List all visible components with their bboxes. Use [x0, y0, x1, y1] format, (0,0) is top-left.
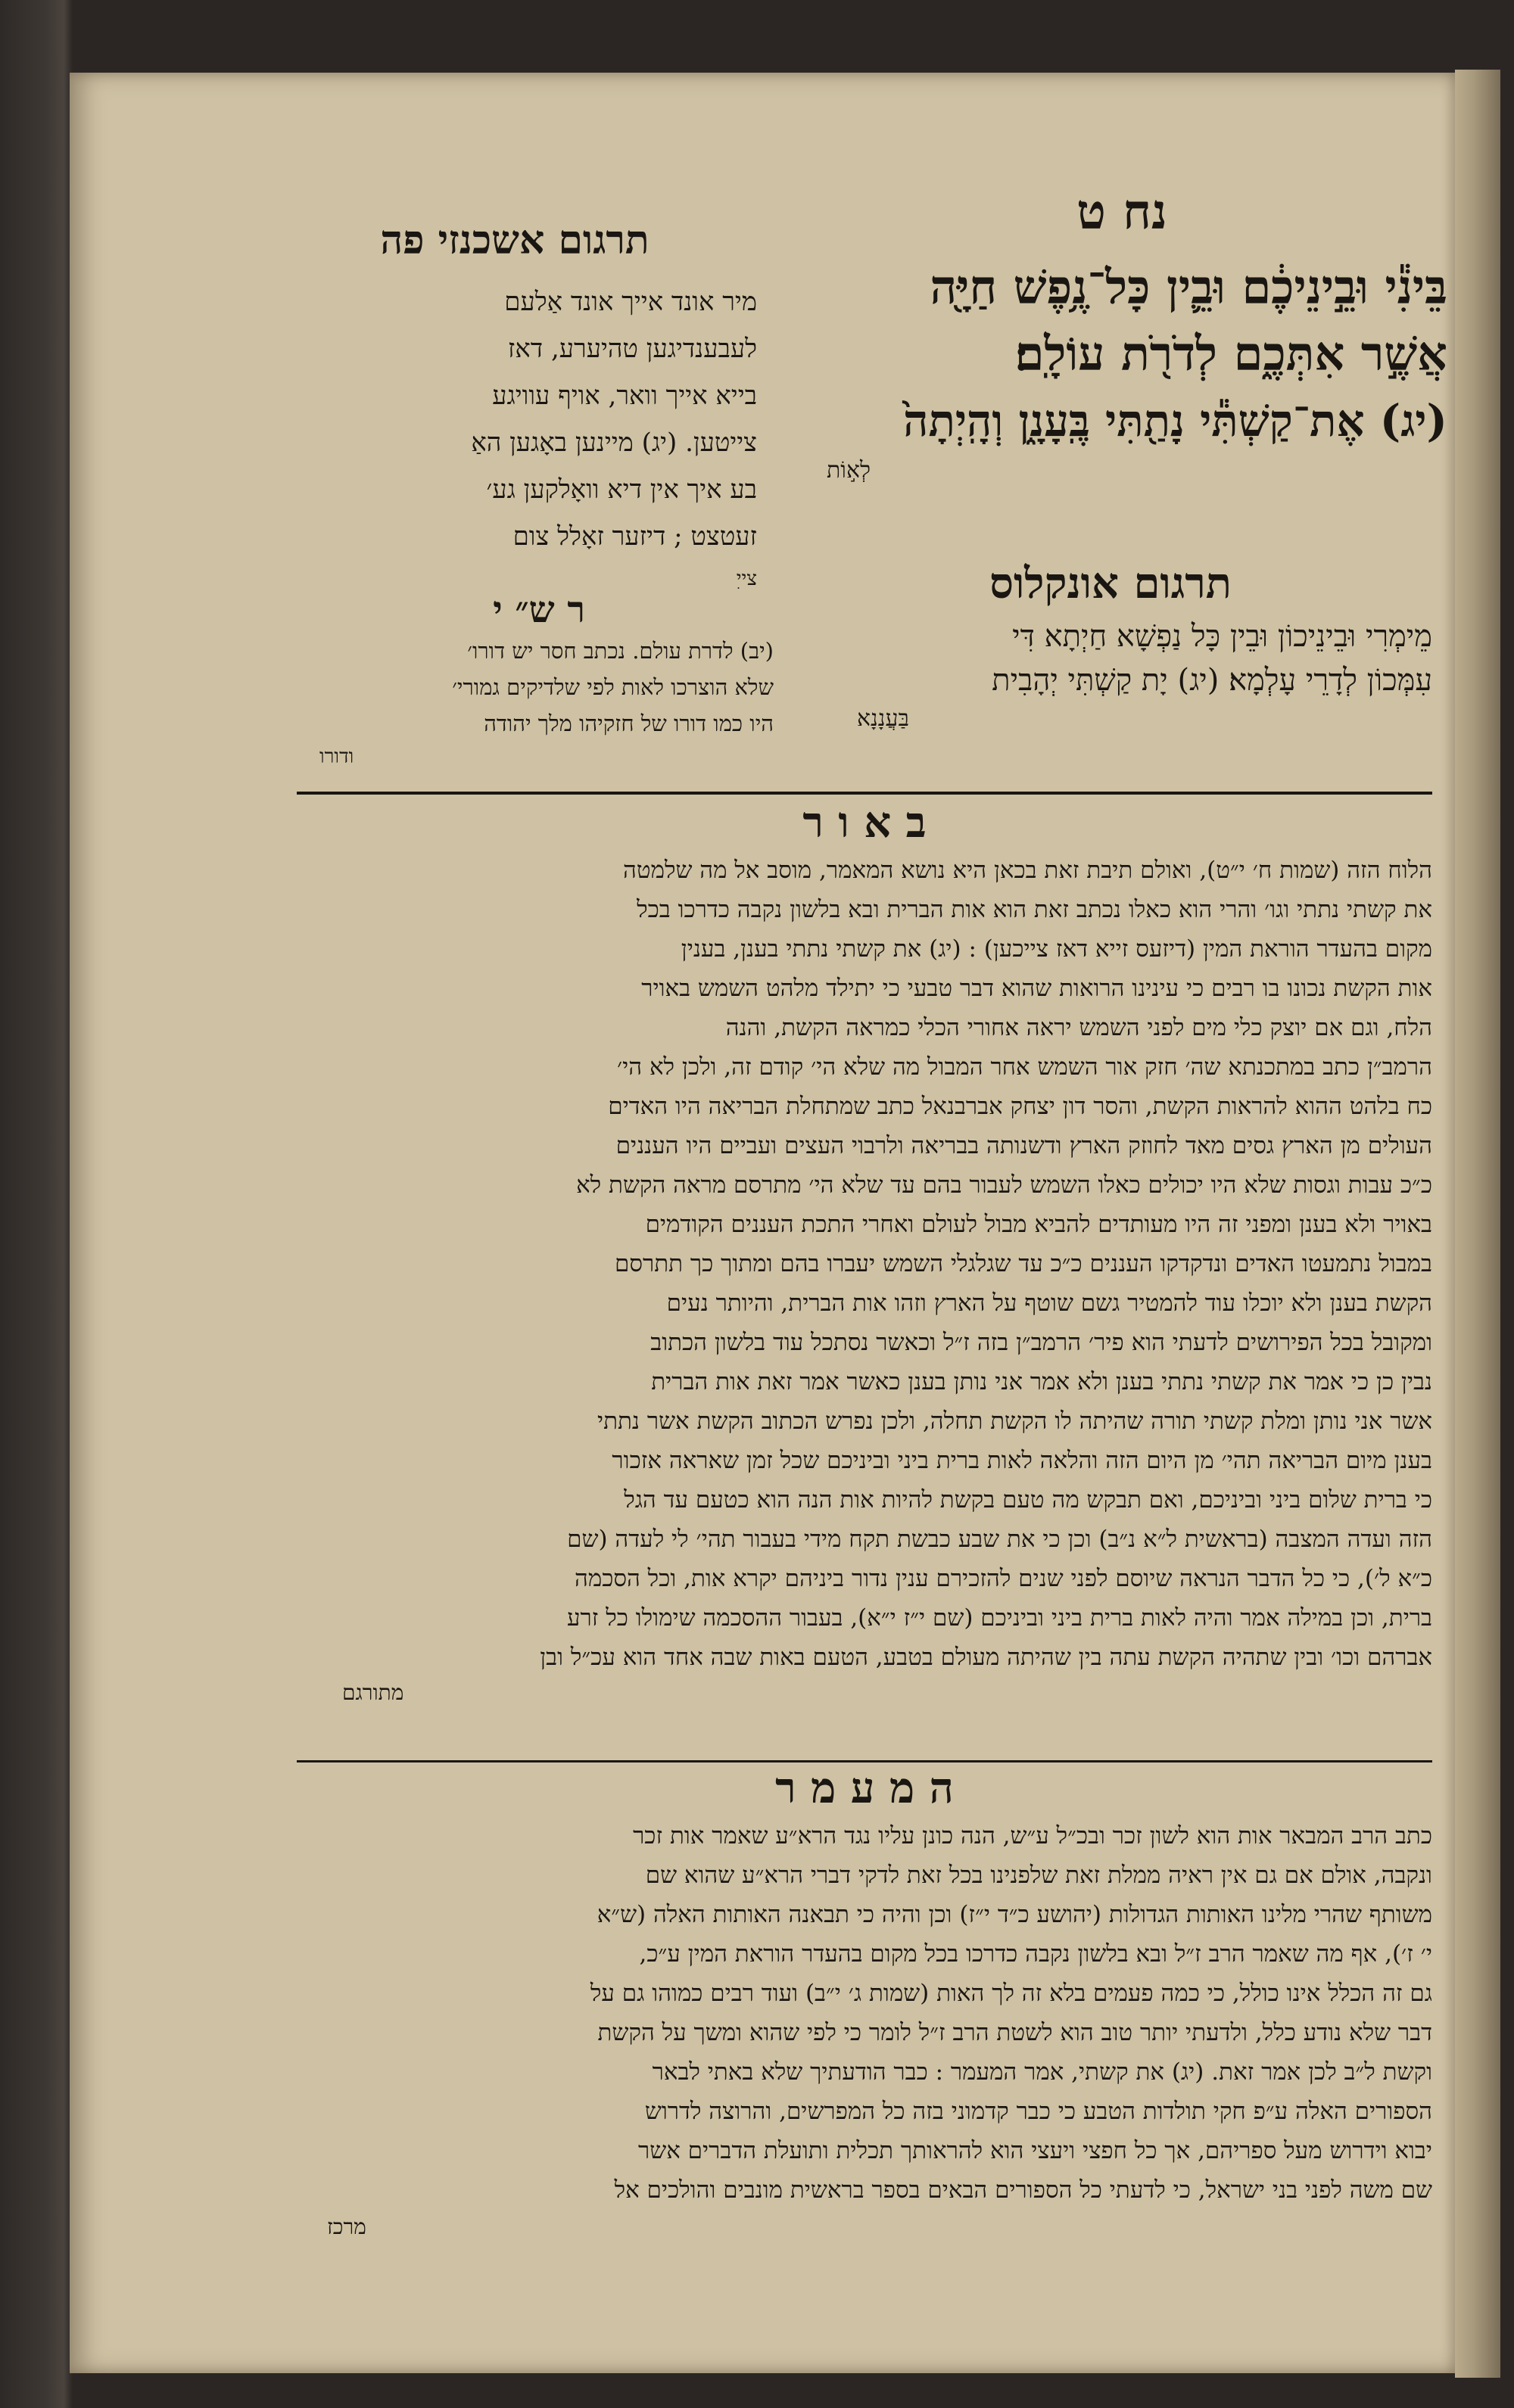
hameamer-title: ה מ ע מ ר — [775, 1763, 954, 1813]
text-line: הספורים האלה ע״פ חקי תולדות הטבע כי כבר קדמוני בזה כל המפרשים, והרוצה לדרוש — [644, 2098, 1432, 2125]
text-line: את קשתי נתתי וגו׳ והרי הוא כאלו נכתב זאת הוא אות הברית ובא בלשון נקבה כדרכו בכל — [637, 896, 1432, 923]
text-line: הזה ועדה המצבה (בראשית ל״א נ״ב) וכן כי את שבע כבשת תקח מידי בעבור תהי׳ לי לעדה (שם — [567, 1526, 1432, 1553]
text-line: כי ברית שלום ביני וביניכם, ואם תבקש מה טעם בקשת להיות אות הנה הוא כטעם עד הגל — [624, 1486, 1432, 1514]
text-line: הקשת בענן ולא יוכלו עוד להמטיר גשם שוטף על הארץ וזהו אות הברית, והיותר נעים — [666, 1290, 1432, 1317]
catchword: מתורגם — [342, 1680, 404, 1705]
section-rule — [297, 1760, 1432, 1762]
rashi-title: ר ש״ י — [493, 589, 585, 631]
text-line: הלח, וגם אם יוצק כלי מים לפני השמש יראה אחורי הכלי כמראה הקשת, והנה — [725, 1014, 1432, 1041]
section-rule — [297, 792, 1432, 795]
torah-line: אֲשֶׁ֣ר אִתְּכֶ֑ם לְדֹרֹ֖ת עוֹלָֽם׃ — [1014, 326, 1447, 381]
next-page-edge — [1455, 70, 1500, 2378]
text-line: הלוח הזה (שמות ח׳ י״ט), ואולם תיבת זאת בכאן היא נושא המאמר, מוסב אל מה שלמטה — [623, 857, 1432, 884]
catchword: צייׅ — [736, 568, 757, 590]
text-line: מקום בהעדר הוראת המין (דיזעס זייא דאז צייכען) : (יג) את קשתי נתתי בענן, בענין — [681, 935, 1432, 963]
torah-line: בֵּינִ֕י וּבֵ֣ינֵיכֶ֔ם וּבֵ֛ין כָּל־נֶ֥פֶשׁ חַיָּ֖ה — [930, 260, 1447, 315]
text-line: (יב) לדרת עולם. נכתב חסר יש דורו׳ — [467, 638, 774, 664]
text-line: מיר אונד אייך אונד אַלעם — [504, 287, 757, 317]
text-line: שם משה לפני בני ישראל, כי לדעתי כל הספורים הבאים בספר בראשית מונבים והולכים אל — [614, 2176, 1432, 2204]
text-line: הרמב״ן כתב במתכנתא שה׳ חזק אור השמש אחר המבול מה שלא הי׳ קודם זה, ולכן לא הי׳ — [616, 1053, 1432, 1081]
text-line: שלא הוצרכו לאות לפי שלדיקים גמורי׳ — [452, 674, 774, 700]
rashi-text — [304, 633, 774, 772]
text-line: וקשת ל״ב לכן אמר זאת. (יג) את קשתי, אמר המעמר : כבר הודעתיך שלא באתי לבאר — [652, 2058, 1432, 2086]
targum-onkelos-column — [789, 558, 1432, 736]
targum-onkelos-title: תרגום אונקלוס — [989, 558, 1232, 608]
targum-ashkenazi-column — [273, 216, 757, 598]
catchword: לְא֣וֹת — [827, 457, 871, 484]
text-line: נבין כן כי אמר את קשתי נתתי בענן ולא אמר אני נותן בענן כאשר אמר זאת אות הברית — [651, 1368, 1432, 1395]
torah-text-block — [690, 254, 1447, 487]
hameamer-section — [297, 1763, 1432, 2245]
biur-text — [297, 851, 1432, 1709]
page-number: נח ט — [1076, 184, 1167, 241]
text-line: עִמְּכוֹן לְדָרֵי עָלְמָא׃ (יג) יָת קַשְׁתִּי יְהָבִית — [992, 663, 1432, 698]
text-line: בע איך אין דיא וואָלקען גע׳ — [486, 474, 757, 505]
text-line: דבר שלא נודע כלל, ולדעתי יותר טוב הוא לשטת הרב ז״ל לומר כי לפי שהוא ומשך על הקשת — [597, 2019, 1432, 2046]
text-line: היו כמו דורו של חזקיהו מלך יהודה — [484, 711, 774, 736]
text-line: כתב הרב המבאר אות הוא לשון זכר ובכ״ל ע״ש, הנה כונן עליו נגד הרא״ע שאמר אות זכר — [633, 1822, 1432, 1850]
catchword: בַּעֲנָנָא — [857, 705, 909, 732]
catchword: ודורו — [319, 745, 354, 768]
text-line: ומקובל בכל הפירושים לדעתי הוא פיר׳ הרמב״ן בזה ז״ל וכאשר נסתכל עוד בלשון הכתוב — [650, 1329, 1432, 1356]
torah-line: (יג) אֶת־קַשְׁתִּ֕י נָתַ֖תִּי בֶּֽעָנָ֑ן וְהָֽיְתָה֙ — [903, 395, 1447, 446]
text-line: אות הקשת נכונו בו רבים כי עינינו הרואות שהוא דבר טבעי כי יתילד מלהט השמש באויר — [641, 975, 1432, 1002]
text-line: לעבענדיגען טהיערע, דאז — [507, 334, 757, 364]
rashi-column — [304, 587, 774, 772]
targum-ashkenazi-title: תרגום אשכנזי פה — [380, 217, 650, 263]
text-line: כ״א ל׳), כי כל הדבר הנראה שיוסם לפני שנים להזכירם ענין נדור ביניהם יקרא אות, וכל הסכמה — [575, 1565, 1432, 1592]
text-line: כ״כ עבות וגסות שלא היו יכולים כאלו השמש לעבור בהם עד שלא הי׳ מתרסם מראה הקשת לא — [576, 1171, 1432, 1199]
book-page — [70, 73, 1455, 2373]
targum-onkelos-text — [789, 614, 1432, 736]
text-line: מֵימְרִי וּבֵינֵיכוֹן וּבֵין כָּל נַפְשָׁא חַיְתָא דִּי — [1012, 619, 1432, 654]
text-line: כח בלהט ההוא להראות הקשת, והסר דון יצחק אברבנאל כתב שמתחלת הבריאה היו האדים — [608, 1093, 1432, 1120]
catchword: מרכז — [327, 2214, 366, 2239]
hameamer-text — [297, 1816, 1432, 2245]
text-line: בייא אייך וואר, אויף עוויגע — [492, 381, 757, 411]
text-line: ברית, וכן במילה אמר והיה לאות ברית ביני וביניכם (שם י״ז י״א), בעבור ההסכמה שימולו כל זרע — [566, 1604, 1432, 1632]
targum-ashkenazi-text — [273, 278, 757, 598]
text-line: זעטצט ; דיזער זאָלל צום — [512, 521, 757, 552]
text-line: באויר ולא בענן ומפני זה היו מעותדים להביא מבול לעולם ואחרי התכת העננים הקודמים — [645, 1211, 1432, 1238]
biur-section — [297, 798, 1432, 1709]
text-line: גם זה הכלל אינו כולל, כי כמה פעמים בלא זה לך האות (שמות ג׳ י״ב) ועוד רבים כמוהו גם על — [590, 1980, 1432, 2007]
text-line: יבוא וידרוש מעל ספריהם, אך כל חפצי ויעצי הוא להראותך תכלית ותועלת הדברים אשר — [638, 2137, 1432, 2164]
text-line: אברהם וכו׳ ובין שתהיה הקשת עתה בין שהיתה מעולם בטבע, הטעם באות שבה אחד הוא עכ״ל ובן — [540, 1644, 1432, 1671]
text-line: משותף שהרי מלינו האותות הגדולות (יהושע כ״ד י״ז) וכן והיה כי תבאנה האותות האלה (ש״א — [597, 1901, 1432, 1928]
biur-title: ב א ו ר — [802, 798, 927, 848]
text-line: צייטען. (יג) מיינען באָגען האַ — [471, 428, 757, 458]
text-line: במבול נתמעטו האדים ונדקדקו העננים כ״כ עד שגלגלי השמש יעברו בהם ומתוך כך תתרסם — [615, 1250, 1432, 1277]
text-line: אשר אני נותן ומלת קשתי תורה שהיתה לו הקשת תחלה, ולכן נפרש הכתוב הקשת אשר נתתי — [597, 1408, 1432, 1435]
text-line: העולים מן הארץ גסים מאד לחוזק הארץ ודשנותה בבריאה ולרבוי העצים ועביים היו העננים — [615, 1132, 1432, 1159]
text-line: בענן מיום הבריאה תהי׳ מן היום הזה והלאה לאות ברית ביני וביניכם שכל זמן שאראה אזכור — [612, 1447, 1432, 1474]
text-line: י׳ ז׳), אף מה שאמר הרב ז״ל ובא בלשון נקבה כדרכו בכל מקום בהעדר הוראת המין ע״כ, — [639, 1940, 1432, 1968]
text-line: ונקבה, אולם אם גם אין ראיה ממלת זאת שלפנינו בכל זאת לדקי דברי הרא״ע שהוא שם — [645, 1862, 1432, 1889]
